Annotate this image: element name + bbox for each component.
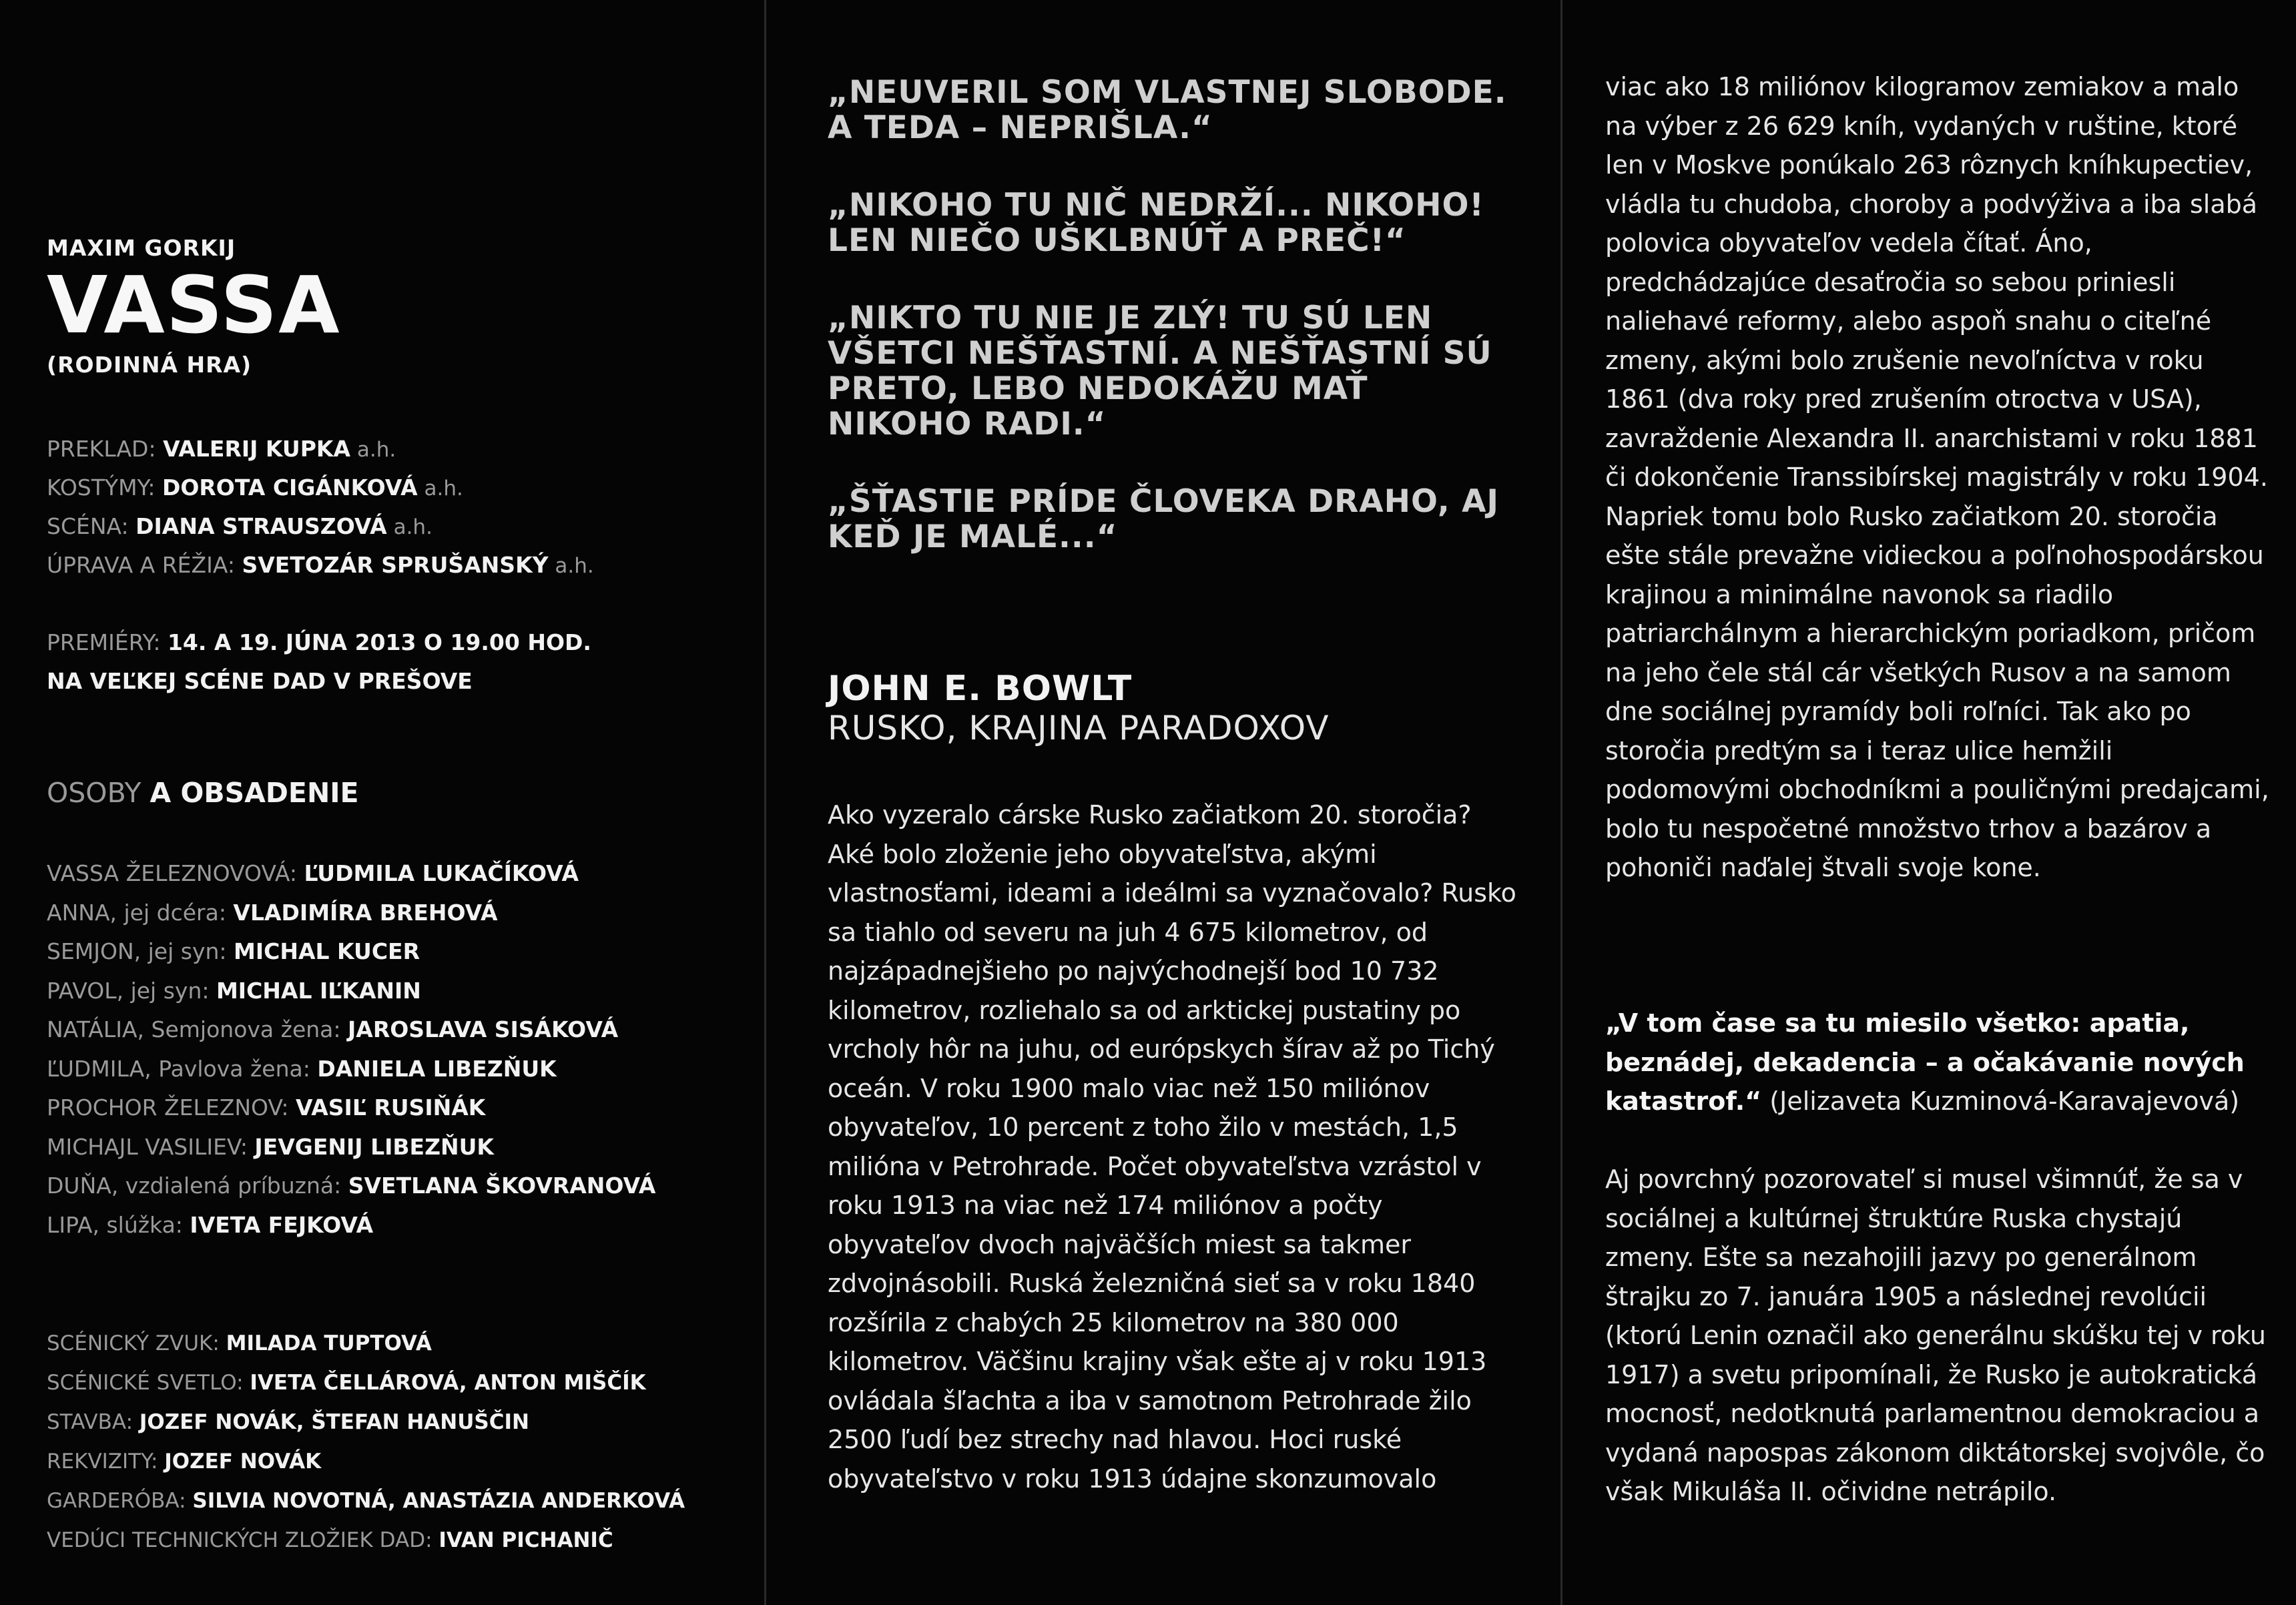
essay-quote: „V tom čase sa tu miesilo všetko: apatia, beznádej, dekadencia – a očakávanie nových katastrof.“ (Jelizaveta Kuzminová-Karavajevová): [1605, 1008, 2245, 1116]
credit-row: ÚPRAVA A RÉŽIA: SVETOZÁR SPRUŠANSKÝ a.h.: [47, 552, 594, 578]
quote: „NEUVERIL SOM VLASTNEJ SLOBODE. A TEDA – NEPRIŠLA.“: [828, 74, 1507, 146]
cast-row: MICHAJL VASILIEV: JEVGENIJ LIBEZŇUK: [47, 1133, 494, 1160]
creative-team-list: [47, 430, 594, 585]
essay-title: RUSKO, KRAJINA PARADOXOV: [828, 709, 1330, 747]
play-title: VASSA: [47, 259, 341, 351]
cast-row: LIPA, slúžka: IVETA FEJKOVÁ: [47, 1211, 374, 1238]
quote: „ŠŤASTIE PRÍDE ČLOVEKA DRAHO, AJ KEĎ JE MALÉ...“: [828, 483, 1500, 555]
panel-essay: [828, 0, 1522, 1605]
quote-list: [828, 75, 1522, 597]
cast-heading: OSOBY A OBSADENIE: [47, 777, 359, 809]
cast-row: NATÁLIA, Semjonova žena: JAROSLAVA SISÁKOVÁ: [47, 1016, 619, 1042]
cast-row: SEMJON, jej syn: MICHAL KUCER: [47, 938, 420, 964]
panel-essay-continued: [1605, 0, 2273, 1605]
cast-row: DUŇA, vzdialená príbuzná: SVETLANA ŠKOVRANOVÁ: [47, 1173, 656, 1199]
cast-list: [47, 854, 655, 1245]
credit-row: SCÉNA: DIANA STRAUSZOVÁ a.h.: [47, 513, 433, 539]
cast-row: ANNA, jej dcéra: VLADIMÍRA BREHOVÁ: [47, 899, 498, 926]
tech-row: REKVIZITY: JOZEF NOVÁK: [47, 1450, 322, 1474]
tech-row: SCÉNICKÝ ZVUK: MILADA TUPTOVÁ: [47, 1331, 432, 1355]
credit-row: KOSTÝMY: DOROTA CIGÁNKOVÁ a.h.: [47, 474, 463, 501]
cast-row: ĽUDMILA, Pavlova žena: DANIELA LIBEZŇUK: [47, 1055, 557, 1082]
premiere-info: PREMIÉRY: 14. A 19. JÚNA 2013 O 19.00 HOD. NA VEĽKEJ SCÉNE DAD V PREŠOVE: [47, 629, 591, 694]
quote: „NIKOHO TU NIČ NEDRŽÍ... NIKOHO! LEN NIEČO UŠKLBNÚŤ A PREČ!“: [828, 187, 1484, 259]
essay-author: JOHN E. BOWLT: [828, 669, 1133, 709]
tech-row: VEDÚCI TECHNICKÝCH ZLOŽIEK DAD: IVAN PICHANIČ: [47, 1528, 613, 1552]
panel-credits: [47, 0, 741, 1605]
technical-team-list: [47, 1324, 685, 1560]
fold-line-left: [764, 0, 766, 1605]
cast-row: PAVOL, jej syn: MICHAL IĽKANIN: [47, 977, 421, 1004]
premiere-venue: NA VEĽKEJ SCÉNE DAD V PREŠOVE: [47, 668, 473, 694]
quote-source: (Jelizaveta Kuzminová-Karavajevová): [1761, 1086, 2240, 1116]
tech-row: SCÉNICKÉ SVETLO: IVETA ČELLÁROVÁ, ANTON MIŠČÍK: [47, 1371, 646, 1395]
credit-row: PREKLAD: VALERIJ KUPKA a.h.: [47, 436, 396, 462]
play-subtitle: (RODINNÁ HRA): [47, 352, 252, 378]
cast-row: PROCHOR ŽELEZNOV: VASIĽ RUSIŇÁK: [47, 1094, 486, 1120]
play-author: MAXIM GORKIJ: [47, 235, 236, 261]
premiere-date: 14. A 19. JÚNA 2013 O 19.00 HOD.: [167, 629, 591, 655]
tech-row: STAVBA: JOZEF NOVÁK, ŠTEFAN HANUŠČIN: [47, 1410, 529, 1434]
cast-row: VASSA ŽELEZNOVOVÁ: ĽUDMILA LUKAČÍKOVÁ: [47, 860, 579, 886]
essay-paragraph: Aj povrchný pozorovateľ si musel všimnúť, že sa v sociálnej a kultúrnej štruktúre Ruska chystajú zmeny. Ešte sa nezahojili jazvy po generálnom štrajku zo 7. januára 1905 a následnej revolúcii (ktorú Lenin označil ako generálnu skúšku tej v roku 1917) a svetu pripomínali, že Rusko je autokratická mocnosť, nedotknutá parlamentnou demokraciou a vydaná napospas zákonom diktátorskej svojvôle, čo však Mikuláša II. očividne netrápilo.: [1605, 1165, 2267, 1506]
essay-paragraph: Ako vyzeralo cárske Rusko začiatkom 20. storočia? Aké bolo zloženie jeho obyvateľstva, akými vlastnosťami, ideami a ideálmi sa vyznačovalo? Rusko sa tiahlo od severu na juh 4 675 kilometrov, od najzápadnejšieho po najvýchodnejší bod 10 732 kilometrov, rozliehalo sa od arktickej pustatiny po vrcholy hôr na juhu, od európskych šírav až po Tichý oceán. V roku 1900 malo viac než 150 miliónov obyvateľov, 10 percent z toho žilo v mestách, 1,5 milióna v Petrohrade. Počet obyvateľstva vzrástol v roku 1913 na viac než 174 miliónov a počty obyvateľov dvoch najväčších miest sa takmer zdvojnásobili. Ruská železničná sieť sa v roku 1840 rozšírila z chabých 25 kilometrov na 380 000 kilometrov. Väčšinu krajiny však ešte aj v roku 1913 ovládala šľachta a iba v samotnom Petrohrade žilo 2500 ľudí bez strechy nad hlavou. Hoci ruské obyvateľstvo v roku 1913 údajne skonzumovalo: [828, 800, 1516, 1494]
fold-line-right: [1560, 0, 1562, 1605]
quote: „NIKTO TU NIE JE ZLÝ! TU SÚ LEN VŠETCI NEŠŤASTNÍ. A NEŠŤASTNÍ SÚ PRETO, LEBO NEDOKÁŽU MAŤ NIKOHO RADI.“: [828, 300, 1492, 442]
essay-paragraph: viac ako 18 miliónov kilogramov zemiakov a malo na výber z 26 629 kníh, vydaných v ruštine, ktoré len v Moskve ponúkalo 263 rôznych kníhkupectiev, vládla tu chudoba, choroby a podvýživa a iba slabá polovica obyvateľov vedela čítať. Áno, predchádzajúce desaťročia so sebou priniesli naliehavé reformy, alebo aspoň snahu o citeľné zmeny, akými bolo zrušenie nevoľníctva v roku 1861 (dva roky pred zrušením otroctva v USA), zavraždenie Alexandra II. anarchistami v roku 1881 či dokončenie Transsibírskej magistrály v roku 1904. Napriek tomu bolo Rusko začiatkom 20. storočia ešte stále prevažne vidieckou a poľnohospodárskou krajinou a minimálne navonok sa riadilo patriarchálnym a hierarchickým poriadkom, pričom na jeho čele stál cár všetkých Rusov a na samom dne sociálnej pyramídy boli roľníci. Tak ako po storočia predtým sa i teraz ulice hemžili podomovými obchodníkmi a pouličnými predajcami, bolo tu nespočetné množstvo trhov a bazárov a pohoniči naďalej štvali svoje kone.: [1605, 72, 2269, 882]
tech-row: GARDERÓBA: SILVIA NOVOTNÁ, ANASTÁZIA ANDERKOVÁ: [47, 1489, 685, 1513]
